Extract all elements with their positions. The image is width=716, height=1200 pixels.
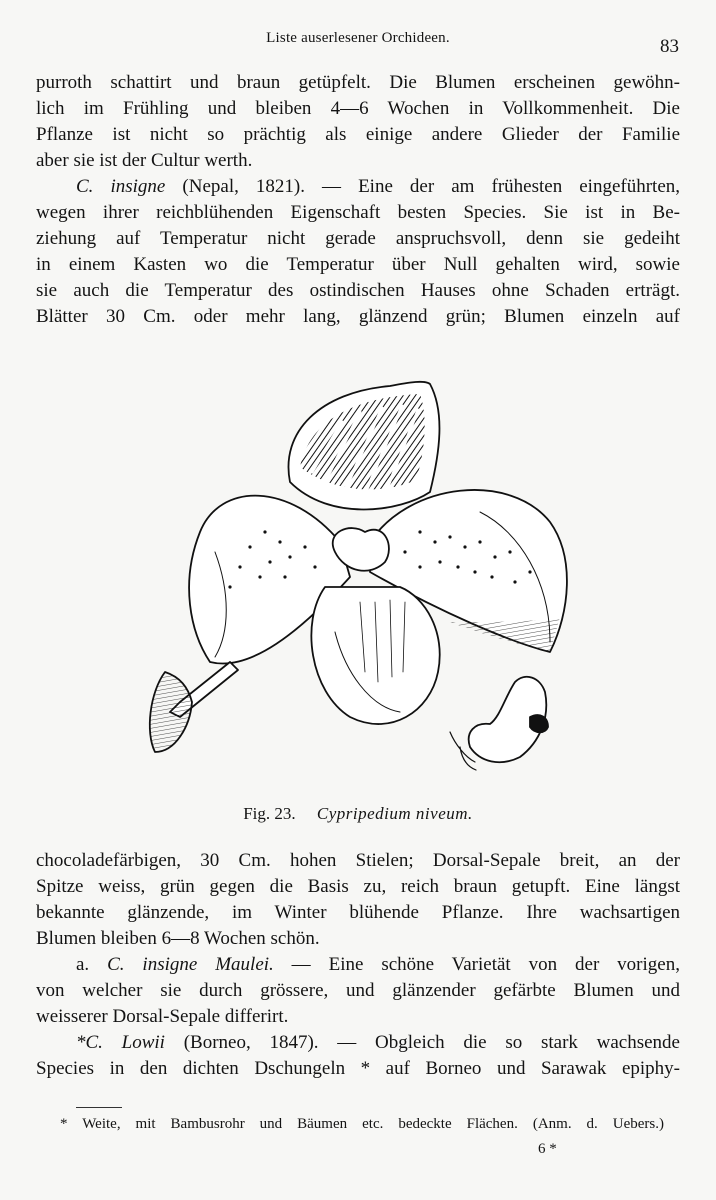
- caption-label: Fig. 23.: [243, 804, 296, 823]
- text-line: Blumen bleiben 6—8 Wochen schön.: [36, 928, 320, 949]
- entry-text: (Borneo, 1847). — Obgleich die so stark wachsende: [164, 1032, 680, 1053]
- text-block-top: [36, 70, 680, 330]
- text-line: bekannte glänzende, im Winter blühende Pflanze. Ihre wachsartigen: [36, 902, 680, 923]
- footnote-rule: [76, 1107, 122, 1108]
- footnote: * Weite, mit Bambusrohr und Bäumen etc. bedeckte Flächen. (Anm. d. Uebers.): [60, 1116, 664, 1132]
- text-line: Pflanze ist nicht so prächtig als einige andere Glieder der Familie: [36, 124, 680, 145]
- text-line: Species in den dichten Dschungeln * auf Borneo und Sarawak epiphy-: [36, 1058, 680, 1079]
- text-line: weisserer Dorsal-Sepale differirt.: [36, 1006, 289, 1027]
- text-block-bottom: [36, 848, 680, 1082]
- signature-mark: 6 *: [538, 1141, 557, 1157]
- entry-text: (Nepal, 1821). — Eine der am frühesten eingeführten,: [165, 176, 680, 197]
- orchid-illustration: [120, 372, 590, 792]
- text-line: Blätter 30 Cm. oder mehr lang, glänzend grün; Blumen einzeln auf: [36, 306, 680, 327]
- figure-caption: [0, 804, 716, 824]
- text-line: ziehung auf Temperatur nicht gerade anspruchsvoll, denn sie gedeiht: [36, 228, 680, 249]
- species-name: C. insigne: [76, 176, 166, 197]
- text-line: von welcher sie durch grössere, und glänzender gefärbte Blumen und: [36, 980, 680, 1001]
- bract: [150, 672, 192, 752]
- running-header: Liste auserlesener Orchideen.: [266, 30, 450, 46]
- text-line: chocoladefärbigen, 30 Cm. hohen Stielen; Dorsal-Sepale breit, an der: [36, 850, 680, 871]
- text-line: sie auch die Temperatur des ostindischen Hauses ohne Schaden erträgt.: [36, 280, 680, 301]
- caption-species: Cypripedium niveum.: [316, 804, 473, 823]
- text-line: in einem Kasten wo die Temperatur über Null gehalten wird, sowie: [36, 254, 680, 275]
- page-number: 83: [660, 36, 679, 57]
- text-line: Spitze weiss, grün gegen die Basis zu, reich braun getupft. Eine längst: [36, 876, 680, 897]
- text-line: purroth schattirt und braun getüpfelt. Die Blumen erscheinen gewöhn-: [36, 72, 680, 93]
- entry-text: — Eine schöne Varietät von der vorigen,: [273, 954, 680, 975]
- entry-heading-maulei: [36, 952, 680, 978]
- text-line: lich im Frühling und bleiben 4—6 Wochen in Vollkommenheit. Die: [36, 98, 680, 119]
- entry-heading-insigne: [36, 174, 680, 200]
- entry-heading-lowii: [36, 1030, 680, 1056]
- text-line: aber sie ist der Cultur werth.: [36, 150, 253, 171]
- species-name: *C. Lowii: [76, 1032, 165, 1053]
- text-line: wegen ihrer reichblühenden Eigenschaft besten Species. Sie ist in Be-: [36, 202, 680, 223]
- entry-prefix: a.: [76, 954, 108, 975]
- variety-name: C. insigne Maulei.: [107, 954, 274, 975]
